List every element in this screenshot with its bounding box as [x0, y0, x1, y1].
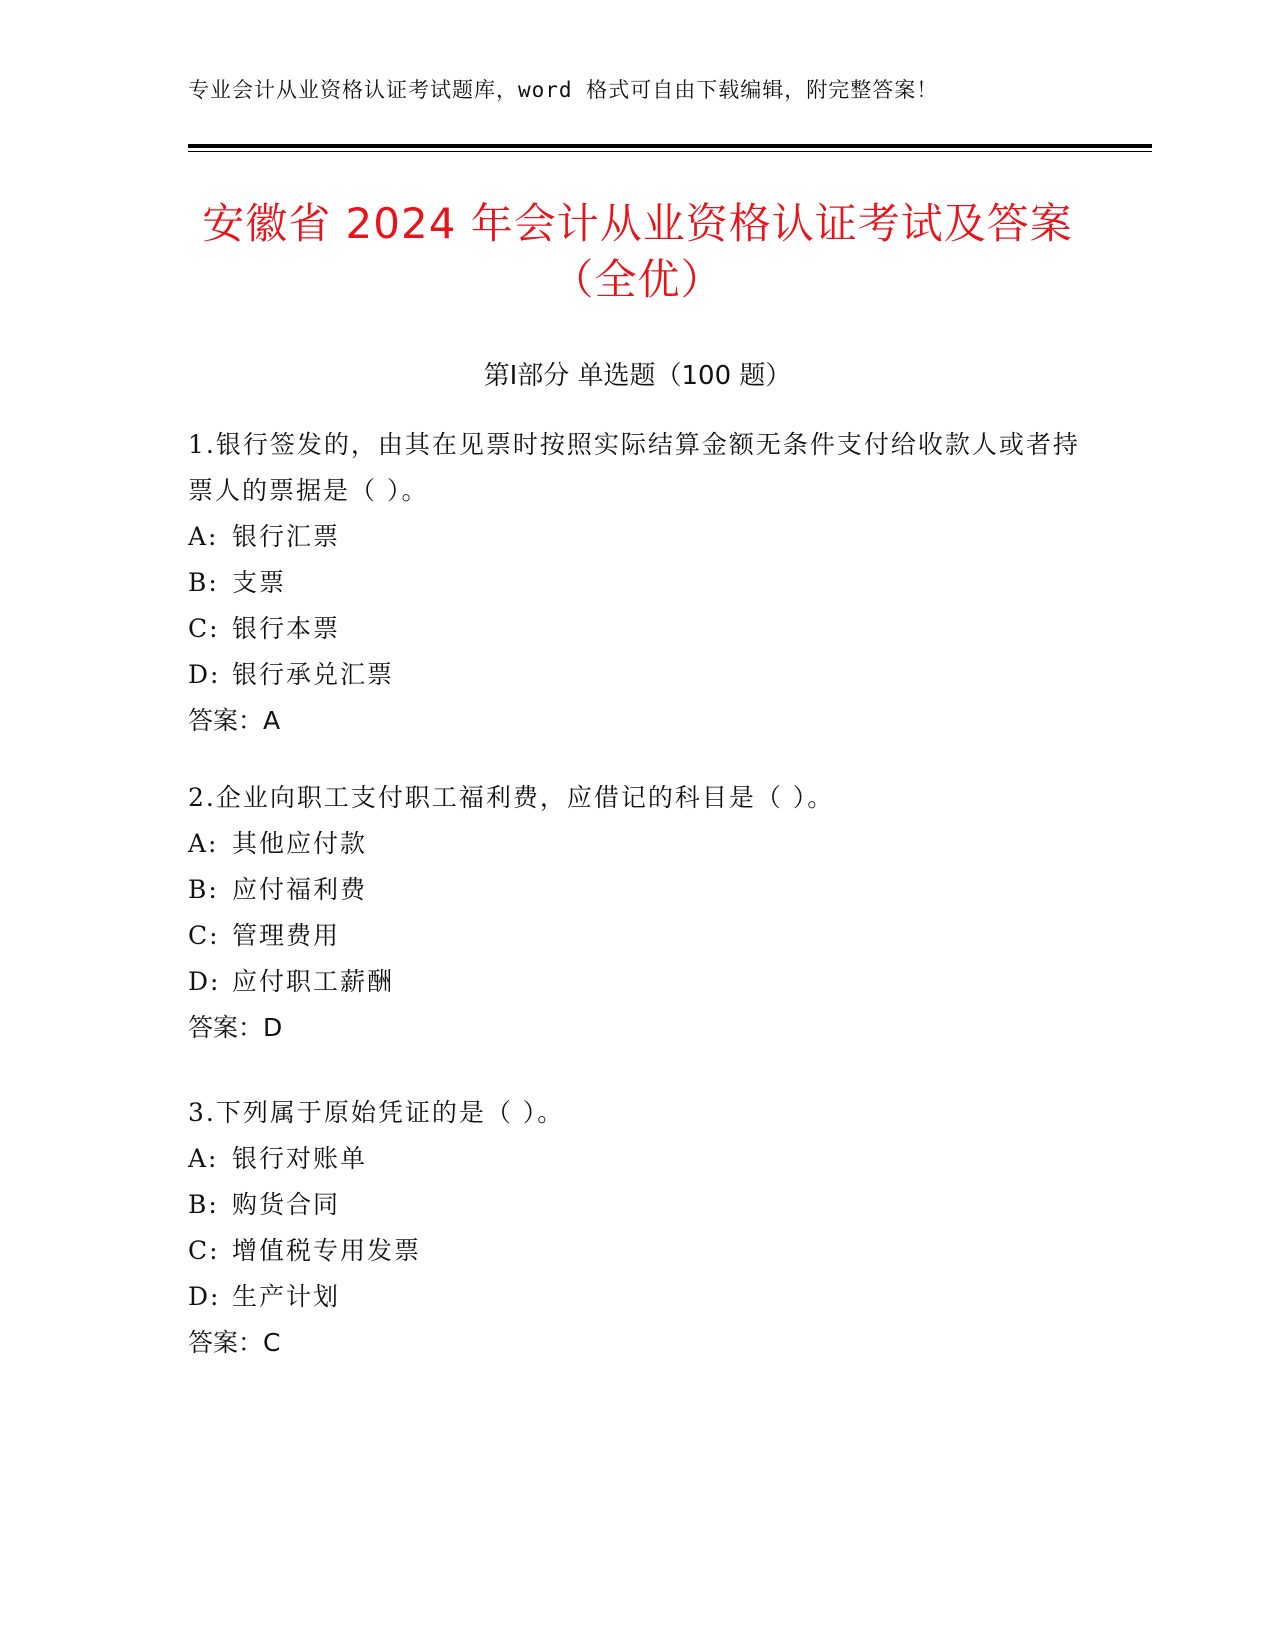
option-key: C: — [188, 1236, 220, 1265]
option-text: 银行本票 — [232, 614, 341, 643]
question-1-stem: 1.银行签发的，由其在见票时按照实际结算金额无条件支付给收款人或者持票人的票据是（ ）。 — [188, 430, 1080, 505]
question-2-option-d — [188, 959, 1088, 1005]
question-1-option-a — [188, 514, 1088, 560]
question-3-option-d — [188, 1274, 1088, 1320]
option-text: 其他应付款 — [232, 829, 368, 858]
document-title-line1: 安徽省 2024 年会计从业资格认证考试及答案 — [202, 199, 1073, 248]
option-text: 银行承兑汇票 — [232, 660, 395, 689]
option-text: 银行对账单 — [232, 1144, 368, 1173]
option-text: 应付职工薪酬 — [232, 967, 395, 996]
option-text: 支票 — [232, 568, 287, 597]
question-3-answer: 答案：C — [188, 1328, 281, 1357]
option-key: B: — [188, 1190, 219, 1219]
option-key: C: — [188, 921, 220, 950]
document-title — [150, 196, 1125, 308]
question-1-option-b — [188, 560, 1088, 606]
option-text: 管理费用 — [232, 921, 341, 950]
question-2 — [188, 775, 1088, 1051]
option-key: B: — [188, 875, 219, 904]
option-key: D: — [188, 660, 221, 689]
question-3-option-a — [188, 1136, 1088, 1182]
section-title: 第Ⅰ部分 单选题（100 题） — [483, 361, 792, 391]
page-header: 专业会计从业资格认证考试题库，word 格式可自由下载编辑，附完整答案！ — [188, 78, 939, 102]
option-key: B: — [188, 568, 219, 597]
document-title-line2: （全优） — [551, 255, 724, 304]
question-2-stem: 2.企业向职工支付职工福利费，应借记的科目是（ ）。 — [188, 783, 835, 812]
option-text: 银行汇票 — [232, 522, 341, 551]
header-rule-thick — [188, 144, 1152, 148]
question-2-option-a — [188, 821, 1088, 867]
option-text: 生产计划 — [232, 1282, 341, 1311]
question-3 — [188, 1090, 1088, 1366]
question-1 — [188, 422, 1088, 744]
question-1-answer: 答案：A — [188, 706, 281, 735]
option-text: 增值税专用发票 — [232, 1236, 422, 1265]
header-rule-thin — [188, 151, 1152, 152]
question-2-option-c — [188, 913, 1088, 959]
question-3-option-c — [188, 1228, 1088, 1274]
option-key: A: — [188, 1144, 219, 1173]
option-key: A: — [188, 829, 219, 858]
question-3-option-b — [188, 1182, 1088, 1228]
question-2-option-b — [188, 867, 1088, 913]
question-1-option-d — [188, 652, 1088, 698]
option-text: 购货合同 — [232, 1190, 341, 1219]
question-2-answer: 答案：D — [188, 1013, 283, 1042]
question-1-option-c — [188, 606, 1088, 652]
option-key: C: — [188, 614, 220, 643]
option-key: D: — [188, 1282, 221, 1311]
option-key: D: — [188, 967, 221, 996]
question-3-stem: 3.下列属于原始凭证的是（ ）。 — [188, 1098, 565, 1127]
option-key: A: — [188, 522, 219, 551]
option-text: 应付福利费 — [232, 875, 368, 904]
